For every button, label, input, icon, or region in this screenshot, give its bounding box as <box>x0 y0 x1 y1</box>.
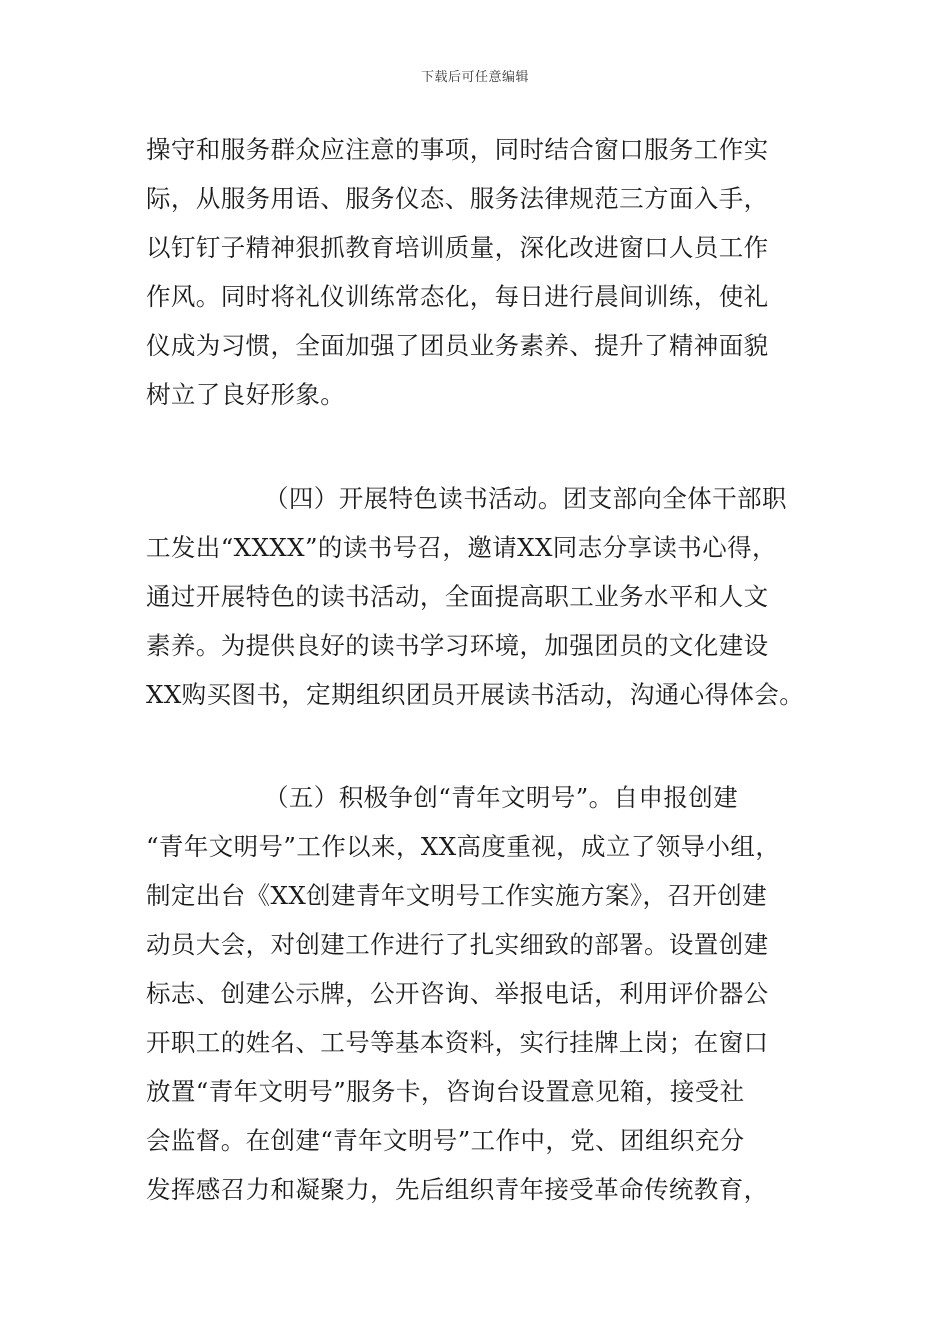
page-header: 下载后可任意编辑 <box>420 70 529 85</box>
paragraph-3-line-4: 动员大会，对创建工作进行了扎实细致的部署。设置创建 <box>146 930 769 959</box>
paragraph-2-line-5: XX购买图书，定期组织团员开展读书活动，沟通心得体会。 <box>146 680 805 709</box>
paragraph-2-line-3: 通过开展特色的读书活动，全面提高职工业务水平和人文 <box>146 582 769 611</box>
paragraph-3-line-1: （五）积极争创“青年文明号”。自申报创建 <box>264 783 739 812</box>
paragraph-2-line-2: 工发出“XXXX”的读书号召，邀请XX同志分享读书心得， <box>146 533 777 562</box>
paragraph-3-line-2: “青年文明号”工作以来，XX高度重视，成立了领导小组， <box>146 832 781 861</box>
paragraph-3-line-5: 标志、创建公示牌，公开咨询、举报电话，利用评价器公 <box>146 979 769 1008</box>
paragraph-1-line-5: 仪成为习惯，全面加强了团员业务素养、提升了精神面貌 <box>146 331 769 360</box>
paragraph-1-line-1: 操守和服务群众应注意的事项，同时结合窗口服务工作实 <box>146 135 769 164</box>
paragraph-3-line-9: 发挥感召力和凝聚力，先后组织青年接受革命传统教育， <box>146 1175 769 1204</box>
paragraph-3-line-8: 会监督。在创建“青年文明号”工作中，党、团组织充分 <box>146 1126 745 1155</box>
paragraph-2-line-4: 素养。为提供良好的读书学习环境，加强团员的文化建设 <box>146 631 769 660</box>
paragraph-1-line-6: 树立了良好形象。 <box>146 380 346 409</box>
paragraph-2-line-1: （四）开展特色读书活动。团支部向全体干部职 <box>264 484 787 513</box>
paragraph-3-line-3: 制定出台《XX创建青年文明号工作实施方案》，召开创建 <box>146 881 768 910</box>
paragraph-1-line-3: 以钉钉子精神狠抓教育培训质量，深化改进窗口人员工作 <box>146 233 769 262</box>
paragraph-3-line-6: 开职工的姓名、工号等基本资料，实行挂牌上岗；在窗口 <box>146 1028 769 1057</box>
paragraph-1-line-2: 际，从服务用语、服务仪态、服务法律规范三方面入手， <box>146 184 769 213</box>
paragraph-1-line-4: 作风。同时将礼仪训练常态化，每日进行晨间训练，使礼 <box>146 282 769 311</box>
paragraph-3-line-7: 放置“青年文明号”服务卡，咨询台设置意见箱，接受社 <box>146 1077 745 1106</box>
